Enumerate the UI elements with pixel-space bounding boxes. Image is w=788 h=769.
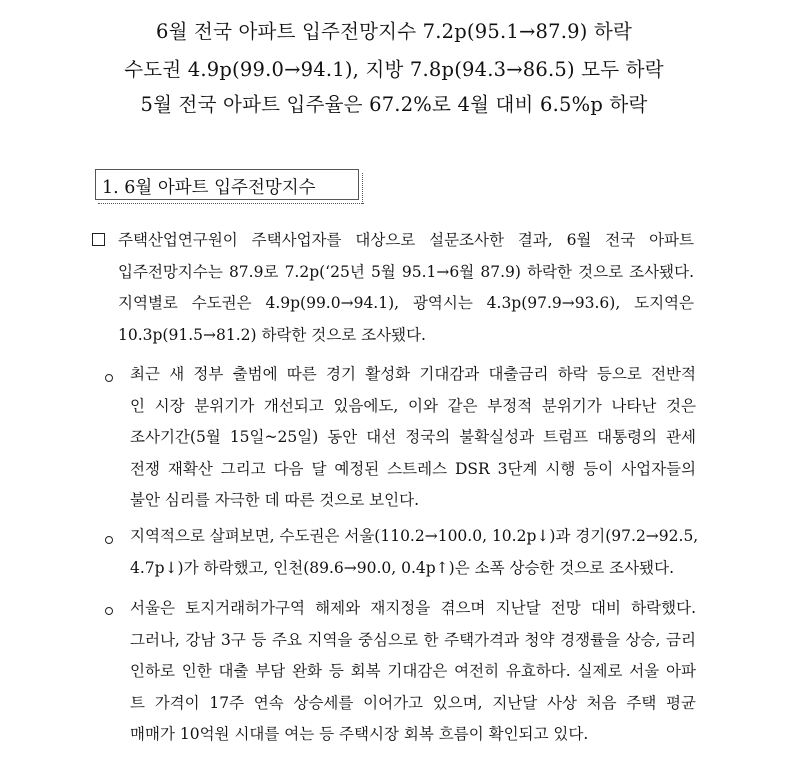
main-paragraph [118,225,694,351]
section-heading-box [95,169,359,200]
bullet-line: 최근 새 정부 출범에 따른 경기 활성화 기대감과 대출금리 하락 등으로 전반적 [130,365,696,383]
bullet-line: 인 시장 분위기가 개선되고 있음에도, 이와 같은 부정적 분위기가 나타난 것은 [130,396,696,415]
main-paragraph-line: 지역별로 수도권은 4.9p(99.0→94.1), 광역시는 4.3p(97.9→93.6), 도지역은 [118,294,694,312]
bullet-paragraph-2 [130,521,699,584]
circle-bullet-icon [105,374,113,382]
bullet-paragraph-1 [130,359,696,517]
bullet-line: 서울은 토지거래허가구역 해제와 재지정을 겪으며 지난달 전망 대비 하락했다. [130,599,696,617]
circle-bullet-icon [105,607,113,615]
square-bullet-icon [92,233,105,246]
bullet-line: 4.7p↓)가 하락했고, 인천(89.6→90.0, 0.4p↑)은 소폭 상승한 것으로 조사됐다. [130,558,675,577]
section-title: 1. 6월 아파트 입주전망지수 [102,178,316,198]
bullet-line: 전쟁 재확산 그리고 다음 달 예정된 스트레스 DSR 3단계 시행 등이 사업자들의 [130,459,696,478]
headline-1: 6월 전국 아파트 입주전망지수 7.2p(95.1→87.9) 하락 [155,20,632,43]
main-paragraph-line: 입주전망지수는 87.9로 7.2p(‘25년 5월 95.1→6월 87.9) 하락한 것으로 조사됐다. [118,262,694,281]
bullet-line: 매매가 10억원 시대를 여는 등 주택시장 회복 흐름이 확인되고 있다. [130,725,589,743]
bullet-line: 지역적으로 살펴보면, 수도권은 서울(110.2→100.0, 10.2p↓)과 경기(97.2→92.5, [130,527,699,545]
bullet-line: 트 가격이 17주 연속 상승세를 이어가고 있으며, 지난달 사상 처음 주택 평균 [130,693,696,712]
circle-bullet-icon [105,536,113,544]
bullet-line: 불안 심리를 자극한 데 따른 것으로 보인다. [130,491,420,509]
bullet-line: 인하로 인한 대출 부담 완화 등 회복 기대감은 여전히 유효하다. 실제로 서울 아파 [130,662,696,680]
headline-3: 5월 전국 아파트 입주율은 67.2%로 4월 대비 6.5%p 하락 [140,93,648,116]
bullet-line: 조사기간(5월 15일~25일) 동안 대선 정국의 불확실성과 트럼프 대통령의 관세 [130,428,696,446]
bullet-line: 그러나, 강남 3구 등 주요 지역을 중심으로 한 주택가격과 청약 경쟁률을 상승, 금리 [130,630,696,649]
main-paragraph-line: 주택산업연구원이 주택사업자를 대상으로 설문조사한 결과, 6월 전국 아파트 [118,231,694,249]
main-paragraph-line: 10.3p(91.5→81.2) 하락한 것으로 조사됐다. [118,325,426,344]
headline-2: 수도권 4.9p(99.0→94.1), 지방 7.8p(94.3→86.5) 모두 하락 [124,58,664,81]
bullet-paragraph-3 [130,593,696,751]
